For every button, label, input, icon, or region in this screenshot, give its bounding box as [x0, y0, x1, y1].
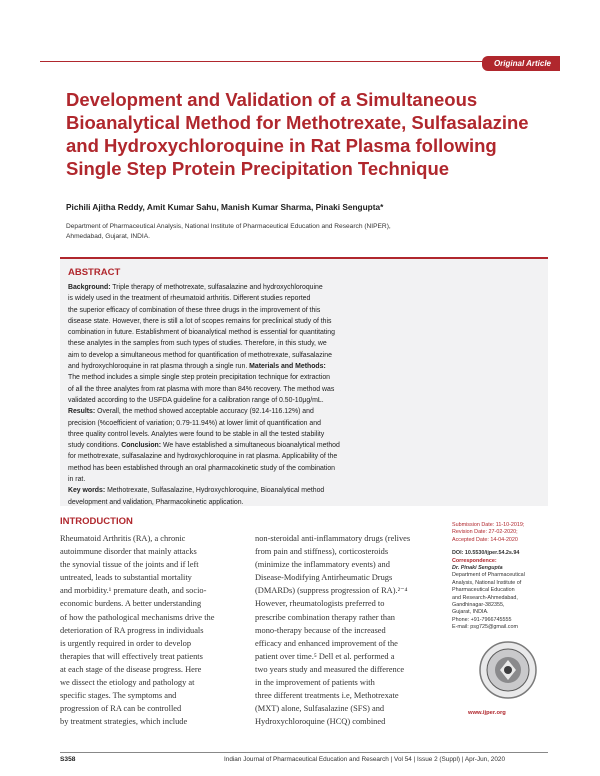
- body-line: mono-therapy because of the increased: [255, 625, 386, 635]
- abstract-line: Results: Overall, the method showed acceptable accuracy (92.14-116.12%) and: [68, 408, 314, 416]
- submission-date: Submission Date: 11-10-2019;: [452, 522, 525, 528]
- accepted-date: Accepted Date: 14-04-2020: [452, 536, 518, 543]
- title-line: and Hydroxychloroquine in Rat Plasma following: [66, 135, 497, 156]
- body-column-right: [255, 532, 443, 728]
- keywords-line: development and validation, Pharmacokinetic application.: [68, 498, 244, 506]
- body-line: at each stage of the disease progress. Here: [60, 664, 202, 674]
- body-line: efficacy and enhanced improvement of the: [255, 638, 398, 648]
- abstract-label: Results:: [68, 408, 96, 416]
- abstract-line: precision (%coefficient of variation; 0.79-11.94%) at lower limit of quantification and: [68, 419, 321, 427]
- abstract-box: [60, 257, 548, 506]
- body-line: specific stages. The symptoms and: [60, 691, 177, 701]
- body-line: Hydroxychloroquine (HCQ) combined: [255, 717, 386, 727]
- abstract-line: for methotrexate, sulfasalazine and hydroxychloroquine in rat plasma. Applicability of the: [68, 453, 338, 461]
- abstract-line: three quality control levels. Analytes were found to be stable in all the tested stability: [68, 430, 325, 438]
- article-type-badge: Original Article: [482, 56, 560, 71]
- abstract-line: in rat.: [68, 476, 86, 484]
- body-line: economic burdens. A better understanding: [60, 599, 202, 609]
- abstract-line: aim to develop a simultaneous method for quantification of methotrexate, sulfasalazine: [68, 351, 332, 359]
- abstract-line: The method includes a simple single step protein precipitation technique for extraction: [68, 374, 330, 382]
- correspondence-line: Pharmaceutical Education: [452, 587, 515, 594]
- correspondence-line: Gandhinagar-382355,: [452, 602, 505, 609]
- abstract-line: the superior efficacy of combination of these three drugs in the improvement of this: [68, 306, 321, 314]
- affiliation-line: Ahmedabad, Gujarat, INDIA.: [66, 233, 150, 240]
- correspondence-line: Department of Pharmaceutical: [452, 572, 525, 579]
- abstract-line: disease state. However, there is still a lot of scopes remains for preclinical study of this: [68, 317, 332, 325]
- body-line: by treatment strategies, which include: [60, 717, 188, 727]
- abstract-line: study conditions. Conclusion: We have established a simultaneous bioanalytical method: [68, 442, 340, 450]
- abstract-line: Background: Triple therapy of methotrexate, sulfasalazine and hydroxychloroquine: [68, 284, 323, 291]
- body-line: deterioration of RA progress in individuals: [60, 625, 204, 635]
- body-line: non-steroidal anti-inflammatory drugs (relives: [255, 534, 411, 543]
- abstract-label: Materials and Methods:: [247, 363, 326, 371]
- correspondent-name: Dr. Pinaki Sengupta: [452, 565, 503, 572]
- body-line: from pain and stiffness), corticosteroids: [255, 547, 389, 557]
- title-line: Bioanalytical Method for Methotrexate, Sulfasalazine: [66, 112, 529, 133]
- correspondence-label: Correspondence:: [452, 557, 497, 564]
- body-line: therapies that will effectively treat patients: [60, 651, 203, 661]
- abstract-label: Conclusion:: [119, 442, 162, 450]
- abstract-line: and hydroxychloroquine in rat plasma through a single run. Materials and Methods:: [68, 363, 326, 371]
- doi: DOI: 10.5530/ijper.54.2s.94: [452, 550, 520, 557]
- abstract-line: is widely used in the treatment of rheumatoid arthritis. Different studies reported: [68, 295, 311, 303]
- abstract-line: these analytes in the samples from such types of studies. Therefore, in this study, we: [68, 340, 327, 348]
- page-number: S358: [60, 756, 76, 763]
- body-line: prescribe combination therapy rather than: [255, 612, 395, 622]
- article-title: [66, 88, 546, 180]
- body-line: untreated, leads to substantial mortality: [60, 573, 192, 583]
- body-line: (MXT) alone, Sulfasalazine (SFS) and: [255, 704, 385, 714]
- correspondence-line: and Research-Ahmedabad,: [452, 594, 518, 601]
- section-heading-introduction: INTRODUCTION: [60, 516, 133, 527]
- body-line: progression of RA can be controlled: [60, 704, 182, 714]
- body-line: (DMARDs) (suppress progression of RA).²⁻⁴: [255, 586, 408, 596]
- revision-date: Revision Date: 27-02-2020;: [452, 529, 518, 536]
- journal-logo-icon: [478, 640, 538, 700]
- body-line: and morbidity.¹ premature death, and socio-: [60, 586, 207, 596]
- body-line: However, rheumatologists preferred to: [255, 599, 385, 609]
- abstract-heading: ABSTRACT: [68, 267, 121, 278]
- footer-rule: [60, 752, 548, 753]
- abstract-line: of all the three analytes from rat plasma with more than 84% recovery. The method was: [68, 385, 335, 393]
- abstract-line: validated according to the USFDA guideline for a calibration range of 0.50-10μg/mL.: [68, 396, 324, 404]
- correspondence-line: Gujarat, INDIA.: [452, 609, 489, 616]
- correspondence-line: Phone: +91-7966745555: [452, 616, 512, 623]
- keywords-line: Key words: Methotrexate, Sulfasalazine, Hydroxychloroquine, Bioanalytical method: [68, 487, 325, 495]
- abstract-label: Background:: [68, 284, 111, 291]
- title-line: Development and Validation of a Simultaneous: [66, 89, 478, 110]
- affiliation: [66, 222, 546, 242]
- body-column-left: [60, 532, 245, 728]
- body-line: patient over time.⁵ Dell et al. performed a: [255, 651, 395, 661]
- body-line: is urgently required in order to develop: [60, 638, 192, 648]
- correspondence-line: E-mail: psg725@gmail.com: [452, 624, 518, 631]
- abstract-line: combination in future. Establishment of bioanalytical method is essential for quantitating: [68, 329, 335, 337]
- body-line: we dissect the etiology and pathology at: [60, 678, 195, 688]
- body-line: (minimize the inflammatory events) and: [255, 560, 390, 570]
- author-list: Pichili Ajitha Reddy, Amit Kumar Sahu, Manish Kumar Sharma, Pinaki Sengupta*: [66, 202, 384, 212]
- body-line: Rheumatoid Arthritis (RA), a chronic: [60, 534, 186, 543]
- abstract-body: [68, 282, 540, 508]
- abstract-line: method has been established through an oral pharmacokinetic study of the combination: [68, 464, 335, 472]
- article-metadata: [452, 522, 572, 632]
- body-line: Disease-Modifying Antirheumatic Drugs: [255, 573, 393, 583]
- journal-website-link[interactable]: www.ijper.org: [468, 710, 506, 716]
- body-line: autoimmune disorder that mainly attacks: [60, 547, 197, 557]
- title-line: Single Step Protein Precipitation Technique: [66, 158, 450, 179]
- body-line: of how the pathological mechanisms drive the: [60, 612, 215, 622]
- body-line: three different treatments i.e, Methotrexate: [255, 691, 399, 701]
- body-line: the synovial tissue of the joints and if left: [60, 560, 199, 570]
- keywords-label: Key words:: [68, 487, 106, 495]
- journal-citation: Indian Journal of Pharmaceutical Education and Research | Vol 54 | Issue 2 (Suppl) | Apr-Jun, 2020: [224, 756, 506, 763]
- affiliation-line: Department of Pharmaceutical Analysis, National Institute of Pharmaceutical Education and Research (NIPER),: [66, 223, 391, 230]
- body-line: two years study and measured the difference: [255, 664, 405, 674]
- body-line: in the improvement of patients with: [255, 678, 375, 688]
- correspondence-line: Analysis, National Institute of: [452, 579, 522, 586]
